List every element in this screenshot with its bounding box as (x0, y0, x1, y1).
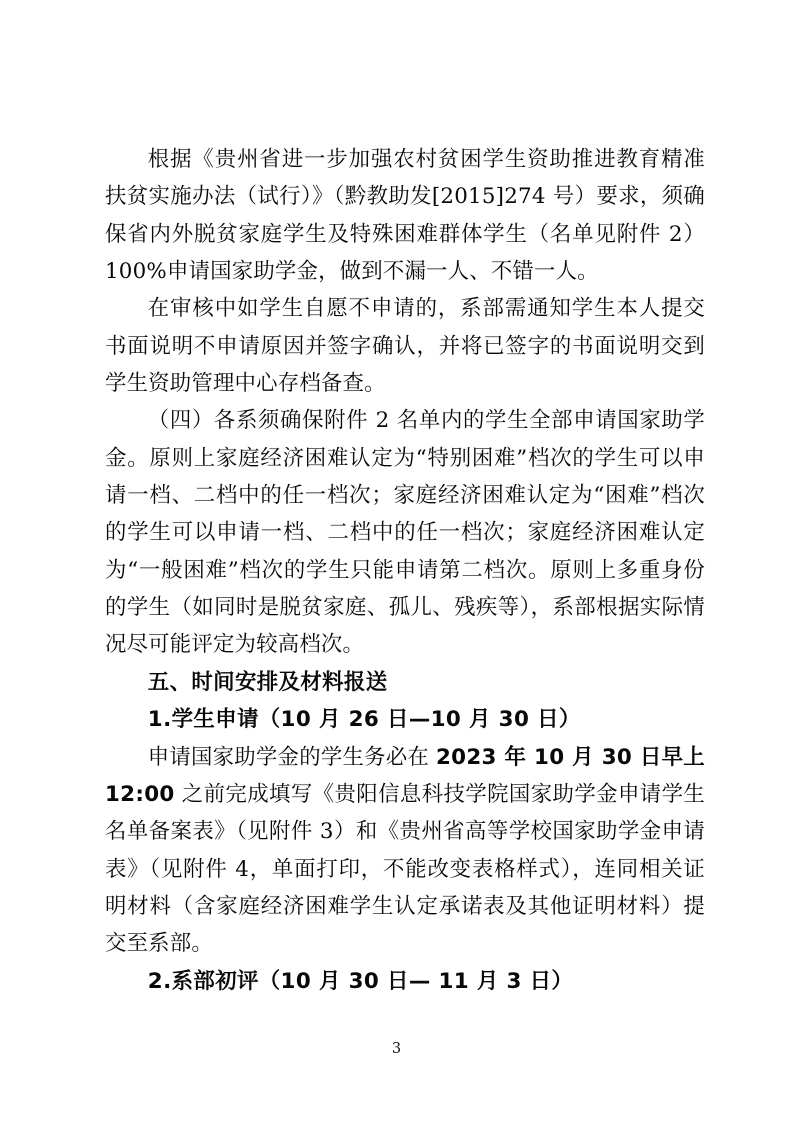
page-number: 3 (391, 1041, 402, 1057)
deadline-text-prefix: 申请国家助学金的学生务必在 (147, 744, 436, 770)
deadline-datetime: 2023 年 10 月 30 日早上 12:00 (105, 744, 705, 807)
document-body (105, 141, 705, 1000)
paragraph-policy-basis: 根据《贵州省进一步加强农村贫困学生资助推进教育精准扶贫实施办法（试行）》（黔教助发[2015]274 号）要求，须确保省内外脱贫家庭学生及特殊困难群体学生（名单见附件 2）100%申请国家助学金，做到不漏一人、不错一人。 (105, 147, 705, 285)
paragraph-application-deadline (105, 739, 705, 963)
section-heading-five-schedule: 五、时间安排及材料报送 (147, 669, 388, 695)
subsection-heading-department-review: 2.系部初评（10 月 30 日— 11 月 3 日） (147, 968, 574, 994)
paragraph-voluntary-non-application: 在审核中如学生自愿不申请的，系部需通知学生本人提交书面说明不申请原因并签字确认，并将已签字的书面说明交到学生资助管理中心存档备查。 (105, 296, 705, 397)
paragraph-item-four-tier-rules: （四）各系须确保附件 2 名单内的学生全部申请国家助学金。原则上家庭经济困难认定为“特别困难”档次的学生可以申请一档、二档中的任一档次；家庭经济困难认定为“困难”档次的学生可以申请一档、二档中的任一档次；家庭经济困难认定为“一般困难”档次的学生只能申请第二档次。原则上多重身份的学生（如同时是脱贫家庭、孤儿、残疾等），系部根据实际情况尽可能评定为较高档次。 (105, 408, 705, 658)
deadline-text-suffix: 之前完成填写《贵阳信息科技学院国家助学金申请学生名单备案表》（见附件 3）和《贵州省高等学校国家助学金申请表》（见附件 4，单面打印，不能改变表格样式），连同相关证明材料（含家庭经济困难学生认定承诺表及其他证明材料）提交至系部。 (105, 781, 705, 957)
subsection-heading-student-application: 1.学生申请（10 月 26 日—10 月 30 日） (147, 707, 581, 733)
